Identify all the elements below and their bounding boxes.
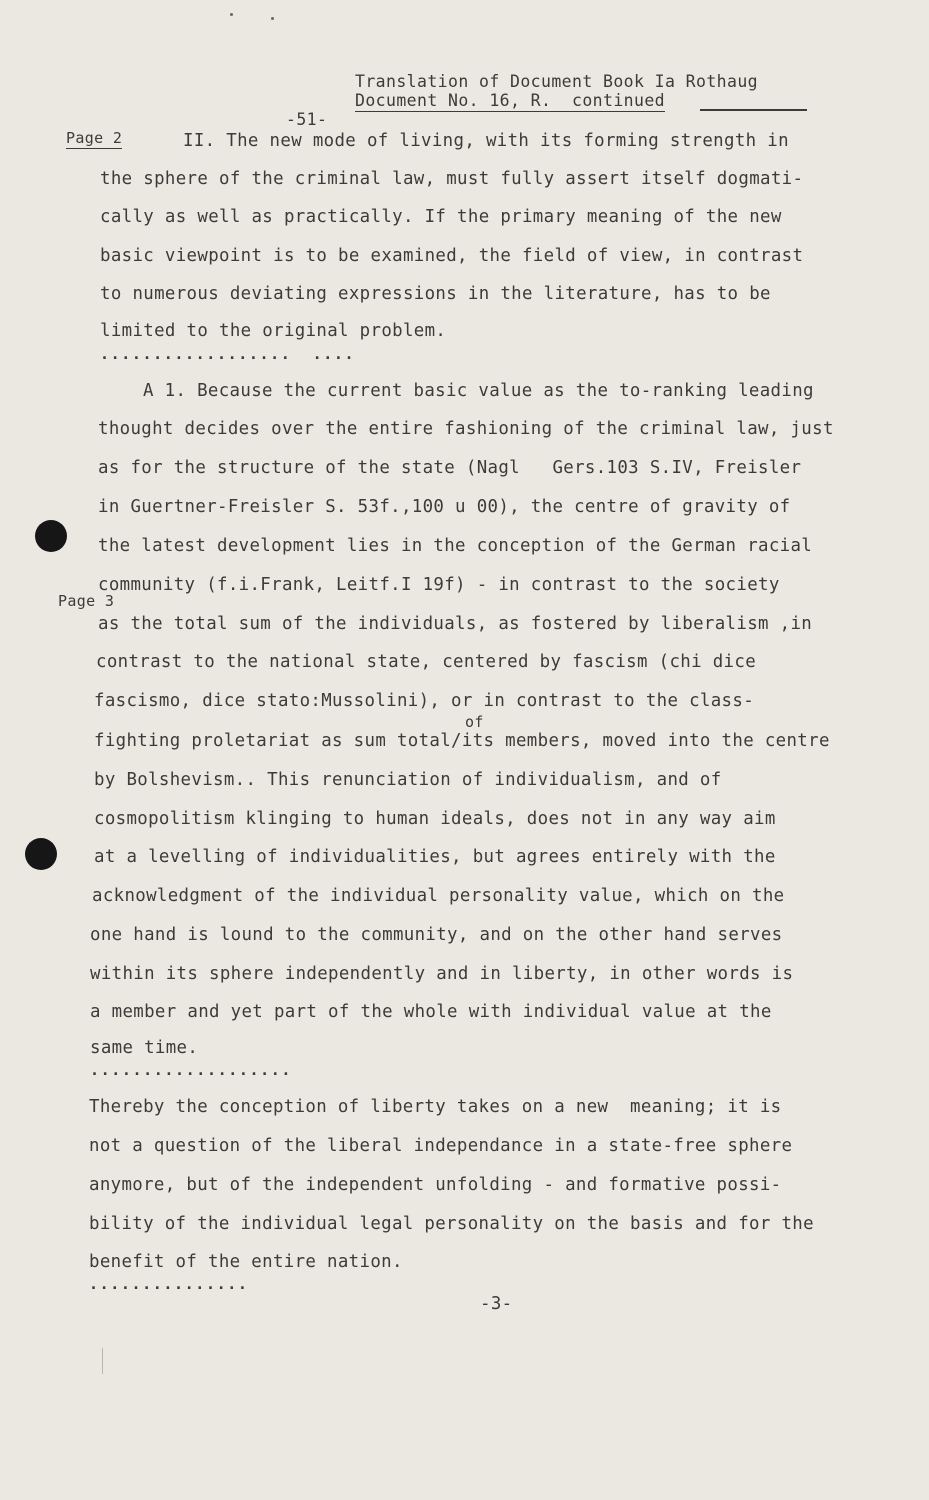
punch-hole-bottom — [25, 838, 57, 870]
text-line: to numerous deviating expressions in the literature, has to be — [100, 284, 771, 304]
text-line: Thereby the conception of liberty takes on a new meaning; it is — [89, 1097, 782, 1117]
margin-mark — [102, 1348, 103, 1374]
text-line: as for the structure of the state (Nagl Gers.103 S.IV, Freisler — [98, 458, 802, 478]
text-line: in Guertner-Freisler S. 53f.,100 u 00), the centre of gravity of — [98, 497, 791, 517]
text-line: basic viewpoint is to be examined, the field of view, in contrast — [100, 246, 804, 266]
text-line: as the total sum of the individuals, as fostered by liberalism ,in — [98, 614, 813, 634]
text-line: anymore, but of the independent unfolding - and formative possi- — [89, 1175, 782, 1195]
text-line: a member and yet part of the whole with individual value at the — [90, 1002, 772, 1022]
ref-number: -51- — [286, 110, 328, 129]
text-line: acknowledgment of the individual personality value, which on the — [92, 886, 785, 906]
text-line: fighting proletariat as sum total/its members, moved into the centre — [94, 731, 830, 751]
text-line: II. The new mode of living, with its forming strength in — [183, 131, 789, 151]
dotted-separator: ............... — [89, 1275, 249, 1293]
text-line: the latest development lies in the conception of the German racial — [98, 536, 813, 556]
text-line: A 1. Because the current basic value as the to-ranking leading — [143, 381, 814, 401]
text-line: benefit of the entire nation. — [89, 1252, 403, 1272]
text-line: same time. — [90, 1038, 199, 1058]
insertion-of: of — [465, 713, 484, 731]
margin-label-page-2: Page 2 — [66, 129, 123, 147]
header-line-2: Document No. 16, R. continued — [355, 91, 666, 110]
text-line: cally as well as practically. If the primary meaning of the new — [100, 207, 782, 227]
text-line: the sphere of the criminal law, must fully assert itself dogmati- — [100, 169, 804, 189]
text-line: limited to the original problem. — [100, 321, 447, 341]
dotted-separator: .................. .... — [100, 345, 356, 363]
text-line: fascismo, dice stato:Mussolini), or in contrast to the class- — [94, 691, 755, 711]
text-line: within its sphere independently and in liberty, in other words is — [90, 964, 794, 984]
punch-hole-top — [35, 520, 67, 552]
dotted-separator: ................... — [90, 1061, 292, 1079]
text-line: at a levelling of individualities, but agrees entirely with the — [94, 847, 776, 867]
paper-speck — [230, 13, 233, 16]
text-line: not a question of the liberal independance in a state-free sphere — [89, 1136, 793, 1156]
text-line: cosmopolitism klinging to human ideals, does not in any way aim — [94, 809, 776, 829]
text-line: thought decides over the entire fashioning of the criminal law, just — [98, 419, 834, 439]
text-line: bility of the individual legal personality on the basis and for the — [89, 1214, 814, 1234]
text-line: community (f.i.Frank, Leitf.I 19f) - in contrast to the society — [98, 575, 780, 595]
text-line: one hand is lound to the community, and on the other hand serves — [90, 925, 783, 945]
margin-label-page-3: Page 3 — [58, 592, 115, 610]
text-line: by Bolshevism.. This renunciation of individualism, and of — [94, 770, 722, 790]
text-line: contrast to the national state, centered by fascism (chi dice — [96, 652, 757, 672]
page-number: -3- — [480, 1294, 513, 1314]
header-rule — [700, 109, 807, 111]
paper-speck — [271, 17, 274, 20]
header-line-1: Translation of Document Book Ia Rothaug — [355, 72, 759, 91]
